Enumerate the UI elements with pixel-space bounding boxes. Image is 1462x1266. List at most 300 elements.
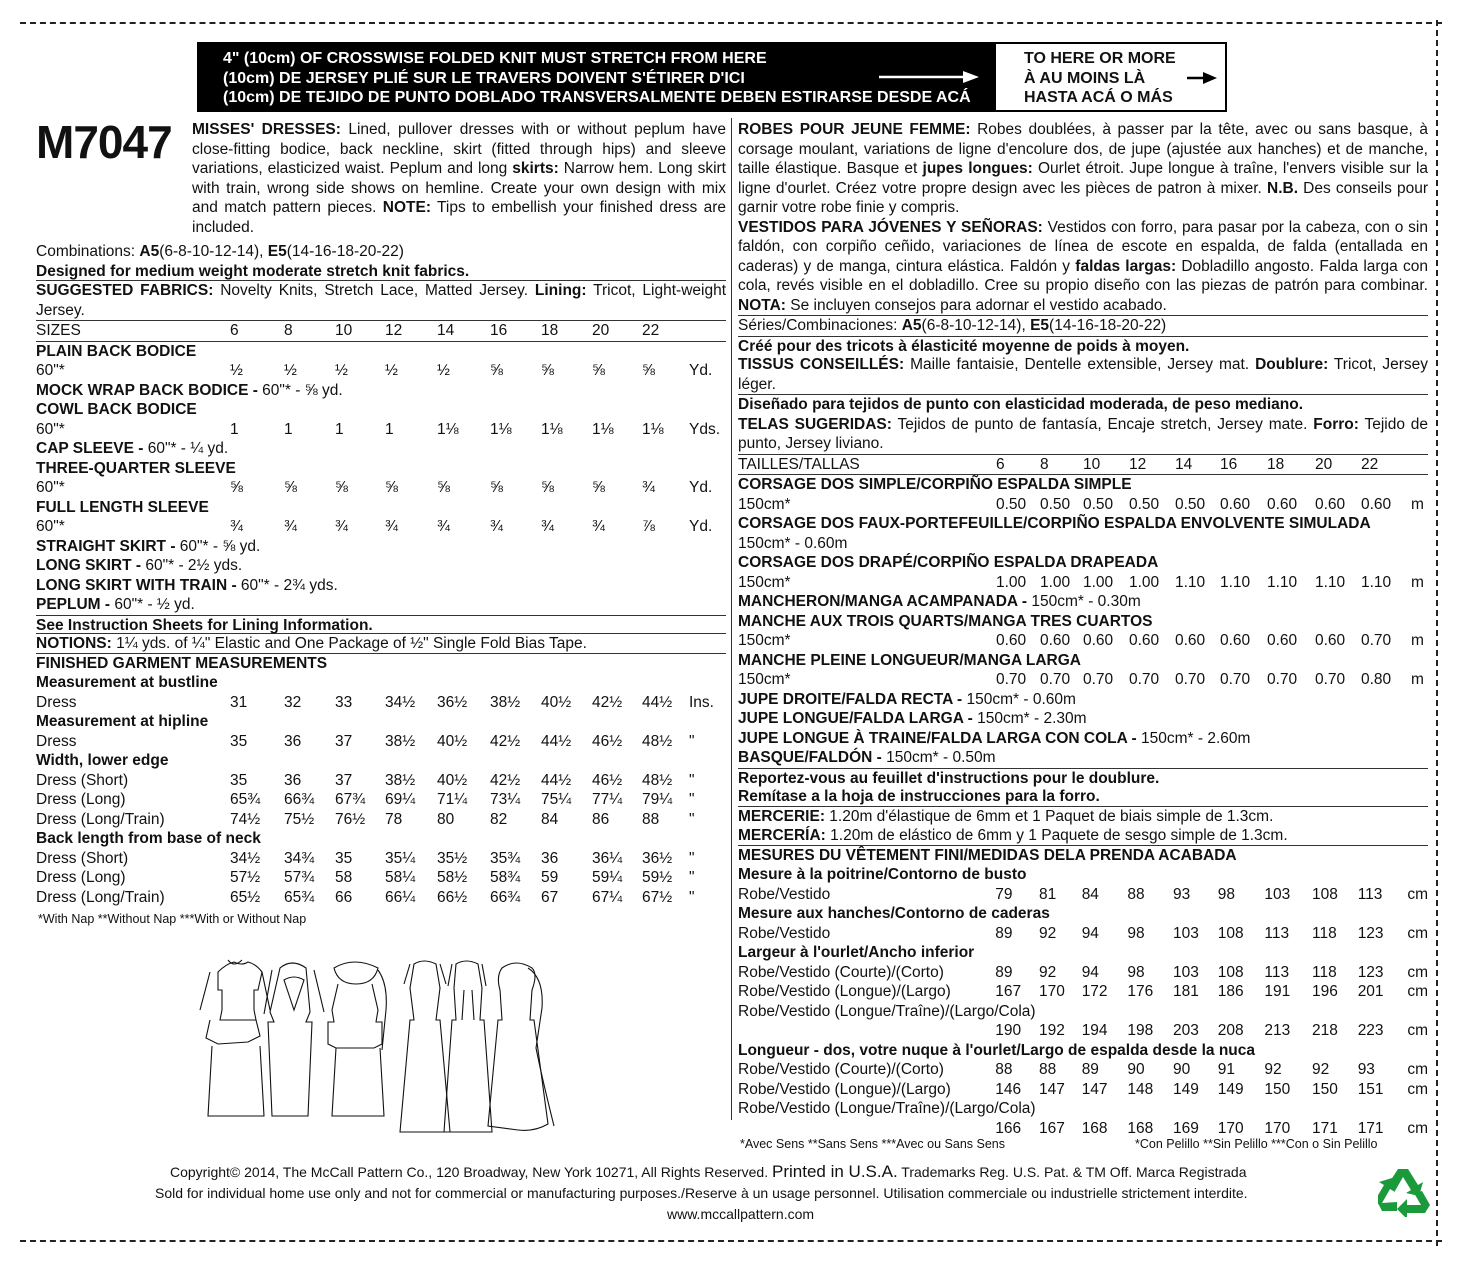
unit-cell: m bbox=[1411, 573, 1424, 591]
description-english bbox=[192, 120, 726, 237]
value-cell: 42½ bbox=[490, 732, 521, 750]
stretch-gauge bbox=[197, 42, 1227, 112]
value-cell: 35½ bbox=[437, 849, 468, 867]
value-cell: 194 bbox=[1081, 1022, 1108, 1039]
value-cell: ¾ bbox=[335, 518, 348, 535]
nap-note: *With Nap **Without Nap ***With or Without Nap bbox=[38, 912, 307, 926]
stretch-to-fr: À AU MOINS LÀ bbox=[1024, 69, 1146, 87]
unit-cell: " bbox=[689, 869, 695, 886]
value-cell: 59¼ bbox=[592, 869, 623, 886]
value-cell: ¾ bbox=[642, 479, 655, 496]
value-cell: 0.60 bbox=[1361, 495, 1392, 513]
text-run: Des conseils pour garnir votre robe finie y compris. bbox=[738, 179, 1428, 216]
unit-cell: cm bbox=[1407, 1119, 1428, 1137]
section-heading: CORSAGE DOS DRAPÉ/CORPIÑO ESPALDA DRAPEADA bbox=[738, 554, 1159, 571]
value-cell: 103 bbox=[1173, 963, 1199, 981]
unit-cell: Yd. bbox=[689, 518, 713, 535]
value-cell: 166 bbox=[995, 1119, 1022, 1137]
value-cell: 34½ bbox=[230, 849, 261, 867]
notions-es: MERCERÍA: 1.20m de elástico de 6mm y 1 Paquete de sesgo simple de 1.3cm. bbox=[738, 826, 1428, 846]
value-cell: 1.10 bbox=[1220, 573, 1251, 591]
dress-short-back bbox=[264, 963, 324, 1116]
value-cell: 0.60 bbox=[1315, 495, 1346, 513]
value-cell: 176 bbox=[1127, 983, 1154, 1000]
value-cell: 213 bbox=[1264, 1022, 1291, 1039]
value-cell: 89 bbox=[995, 963, 1013, 981]
description-spanish bbox=[738, 218, 1428, 317]
unit-cell: cm bbox=[1407, 983, 1428, 1000]
size-label: 8 bbox=[284, 321, 335, 341]
designed-fr: Créé pour des tricots à élasticité moyenne de poids à moyen. bbox=[738, 336, 1428, 356]
unit-cell: cm bbox=[1407, 1061, 1428, 1078]
size-label: 22 bbox=[642, 321, 689, 341]
single-yardage-row: JUPE DROITE/FALDA RECTA - 150cm* - 0.60m bbox=[738, 690, 1076, 708]
size-label: 16 bbox=[490, 321, 541, 341]
value-cell: 40½ bbox=[541, 693, 572, 711]
value-cell: 171 bbox=[1312, 1119, 1338, 1137]
text-run: Doublure: bbox=[1255, 356, 1329, 373]
value-cell: 35 bbox=[230, 771, 248, 789]
value-cell: 123 bbox=[1357, 924, 1384, 942]
text-run: TISSUS CONSEILLÉS: bbox=[738, 356, 905, 373]
copyright-line: Copyright© 2014, The McCall Pattern Co., 120 Broadway, New York 10271, All Rights Reserved. Printed in U.S.A. Trademarks Reg. U.S. Pat. & TM Off. Marca Registrada bbox=[170, 1162, 1247, 1181]
arrow-right-icon bbox=[879, 70, 979, 84]
unit-cell: cm bbox=[1407, 963, 1428, 981]
value-cell: 1.00 bbox=[996, 573, 1027, 591]
single-yardage-row: MOCK WRAP BACK BODICE - 60"* - ⅝ yd. bbox=[36, 381, 343, 399]
text-run: Tricot, Jersey léger. bbox=[738, 356, 1428, 393]
section-heading: Measurement at bustline bbox=[36, 674, 218, 691]
value-row: 60"* ⅝ ⅝ ⅝ ⅝ ⅝ ⅝ ⅝ ⅝ ¾ Yd. bbox=[36, 478, 726, 498]
text-run: Lined, pullover dresses with or without peplum have close-fitting bodice, back neckline, skirt (fitted through hips) and sleeve variations, elasticized waist. Peplum and long bbox=[192, 121, 726, 177]
measurements-table-fr-es bbox=[738, 865, 1428, 1138]
value-cell: 81 bbox=[1038, 885, 1057, 903]
english-column bbox=[36, 242, 726, 907]
unit-cell: " bbox=[689, 771, 695, 789]
value-cell: 36½ bbox=[642, 849, 673, 867]
section-heading: MANCHE PLEINE LONGUEUR/MANGA LARGA bbox=[738, 651, 1082, 669]
value-row: Dress 35 36 37 38½ 40½ 42½ 44½ 46½ 48½ " bbox=[36, 732, 726, 752]
size-label: 6 bbox=[230, 321, 284, 341]
value-cell: 40½ bbox=[437, 771, 468, 789]
value-row: 150cm* 0.50 0.50 0.50 0.50 0.50 0.60 0.60 0.60 0.60 m bbox=[738, 495, 1428, 515]
value-cell: 150 bbox=[1264, 1080, 1291, 1098]
cut-line-right bbox=[1436, 20, 1438, 1246]
value-cell: 90 bbox=[1127, 1061, 1145, 1078]
value-cell: 36½ bbox=[437, 693, 468, 711]
combinations-fr-es: Séries/Combinaciones: A5(6-8-10-12-14), E5(14-16-18-20-22) bbox=[738, 317, 1167, 334]
single-yardage-row: LONG SKIRT WITH TRAIN - 60"* - 2¾ yds. bbox=[36, 576, 338, 594]
value-cell: 0.60 bbox=[1267, 495, 1298, 513]
unit-cell: " bbox=[689, 791, 695, 808]
value-cell: 84 bbox=[1081, 885, 1099, 903]
suggested-fabrics bbox=[36, 281, 726, 321]
section-heading: Back length from base of neck bbox=[36, 830, 261, 847]
value-cell: 48½ bbox=[642, 771, 673, 789]
single-yardage-row: STRAIGHT SKIRT - 60"* - ⅝ yd. bbox=[36, 537, 261, 555]
value-cell: 76½ bbox=[335, 810, 366, 828]
value-cell: 0.50 bbox=[1175, 495, 1206, 513]
value-cell: 44½ bbox=[642, 693, 673, 711]
size-label: 20 bbox=[592, 321, 642, 341]
text-run: Tejido de punto, Jersey liviano. bbox=[738, 415, 1429, 452]
text-run: jupes longues: bbox=[922, 160, 1033, 177]
section-heading: CORSAGE DOS FAUX-PORTEFEUILLE/CORPIÑO ESPALDA ENVOLVENTE SIMULADA bbox=[738, 515, 1371, 532]
label-row: Robe/Vestido (Longue/Traîne)/(Largo/Cola) bbox=[738, 1100, 1036, 1117]
lining-es: Remítase a la hoja de instrucciones para la forro. bbox=[738, 787, 1428, 807]
value-cell: 79 bbox=[995, 885, 1013, 903]
value-cell: 192 bbox=[1038, 1022, 1065, 1039]
value-cell: 191 bbox=[1264, 983, 1291, 1000]
value-cell: ⅝ bbox=[437, 479, 450, 496]
value-cell: 196 bbox=[1312, 983, 1338, 1000]
value-cell: 57½ bbox=[230, 869, 261, 886]
single-yardage-row: MANCHERON/MANGA ACAMPANADA - 150cm* - 0.30m bbox=[738, 593, 1141, 610]
value-cell: 108 bbox=[1217, 963, 1244, 981]
notions-fr: MERCERIE: 1.20m d'élastique de 6mm et 1 Paquet de biais simple de 1.3cm. bbox=[738, 807, 1274, 825]
nap-note-es: *Con Pelillo **Sin Pelillo ***Con o Sin Pelillo bbox=[1135, 1137, 1378, 1151]
value-cell: 44½ bbox=[541, 771, 572, 789]
website-link[interactable]: www.mccallpattern.com bbox=[667, 1206, 815, 1222]
single-yardage-row: PEPLUM - 60"* - ½ yd. bbox=[36, 596, 195, 613]
value-cell: 170 bbox=[1217, 1119, 1244, 1137]
text-run: Maille fantaisie, Dentelle extensible, Jersey mat. bbox=[904, 356, 1256, 373]
value-cell: 79¼ bbox=[642, 791, 673, 808]
value-cell: 1.00 bbox=[1040, 573, 1071, 591]
value-cell: 66¼ bbox=[385, 888, 416, 906]
value-cell: 35 bbox=[230, 732, 248, 750]
value-cell: 1.10 bbox=[1175, 573, 1206, 591]
value-cell: 0.70 bbox=[1083, 671, 1114, 688]
unit-cell: " bbox=[689, 849, 695, 867]
value-cell: 67½ bbox=[642, 888, 673, 906]
value-cell: 58¼ bbox=[385, 869, 416, 886]
size-label: 16 bbox=[1220, 455, 1267, 475]
value-cell: 38½ bbox=[490, 693, 521, 711]
value-cell: 38½ bbox=[385, 732, 416, 750]
value-cell: 78 bbox=[385, 810, 403, 828]
value-row: Dress (Short) 34½ 34¾ 35 35¼ 35½ 35¾ 36 36¼ 36½ " bbox=[36, 849, 726, 869]
value-cell: 148 bbox=[1127, 1080, 1154, 1098]
value-cell: 1 bbox=[385, 420, 394, 438]
value-cell: 169 bbox=[1173, 1119, 1199, 1137]
value-cell: 89 bbox=[995, 924, 1013, 942]
unit-cell: m bbox=[1411, 671, 1424, 688]
text-run: VESTIDOS PARA JÓVENES Y SEÑORAS: bbox=[738, 218, 1043, 236]
value-cell: 201 bbox=[1357, 983, 1384, 1000]
text-run: Tricot, Light-weight Jersey. bbox=[36, 282, 726, 319]
value-cell: 123 bbox=[1357, 963, 1384, 981]
value-cell: 37 bbox=[335, 732, 353, 750]
value-cell: 98 bbox=[1217, 885, 1235, 903]
value-cell: ¾ bbox=[437, 518, 450, 535]
text-run: ROBES POUR JEUNE FEMME: bbox=[738, 121, 971, 138]
value-row: Dress (Long) 65¾ 66¾ 67¾ 69¼ 71¼ 73¼ 75¼ 77¼ 79¼ " bbox=[36, 790, 726, 810]
value-cell: 65¾ bbox=[230, 791, 261, 808]
value-cell: 1⅛ bbox=[541, 420, 563, 438]
unit-cell: cm bbox=[1407, 1080, 1428, 1098]
value-cell: 58 bbox=[335, 869, 353, 886]
value-row: Dress (Short) 35 36 37 38½ 40½ 42½ 44½ 46½ 48½ " bbox=[36, 771, 726, 791]
text-run: faldas largas: bbox=[1075, 257, 1177, 275]
yardage-table bbox=[36, 321, 726, 615]
value-cell: 46½ bbox=[592, 732, 623, 750]
unit-cell: Yd. bbox=[689, 479, 713, 496]
value-cell: 113 bbox=[1357, 885, 1383, 903]
value-cell: 88 bbox=[1038, 1061, 1057, 1078]
value-cell: 113 bbox=[1264, 963, 1290, 981]
stretch-from-es: (10cm) DE TEJIDO DE PUNTO DOBLADO TRANSVERSALMENTE DEBEN ESTIRARSE DESDE ACÁ bbox=[223, 89, 971, 106]
value-cell: 92 bbox=[1038, 963, 1057, 981]
value-cell: ½ bbox=[437, 362, 450, 379]
value-cell: 66½ bbox=[437, 888, 468, 906]
value-cell: 1.10 bbox=[1361, 573, 1392, 591]
stretch-to-es: HASTA ACÁ O MÁS bbox=[1024, 89, 1173, 106]
french-spanish-column bbox=[738, 120, 1428, 1138]
finished-measurements-heading: FINISHED GARMENT MEASUREMENTS bbox=[36, 654, 328, 672]
section-heading: Mesure aux hanches/Contorno de caderas bbox=[738, 905, 1050, 922]
value-cell: 37 bbox=[335, 771, 353, 789]
value-cell: 91 bbox=[1217, 1061, 1235, 1078]
value-cell: ¾ bbox=[385, 518, 398, 535]
value-cell: 88 bbox=[995, 1061, 1013, 1078]
value-cell: 149 bbox=[1173, 1080, 1199, 1098]
value-cell: 223 bbox=[1357, 1022, 1384, 1039]
text-run: skirts: bbox=[512, 160, 559, 177]
value-cell: ⅝ bbox=[541, 362, 554, 379]
dress-cowl bbox=[328, 962, 386, 1116]
value-cell: 168 bbox=[1081, 1119, 1108, 1137]
value-cell: 108 bbox=[1312, 885, 1338, 903]
value-cell: 146 bbox=[995, 1080, 1022, 1098]
value-cell: 0.70 bbox=[996, 671, 1027, 688]
value-cell: ¾ bbox=[490, 518, 503, 535]
section-heading: Width, lower edge bbox=[36, 752, 169, 769]
text-run: Robes doublées, à passer par la tête, avec ou sans basque, à corsage moulant, variations de ligne d'encolure dos, de jupe (ajustée aux hanches) et de manche, taille élastique. Basque et bbox=[738, 121, 1428, 177]
unit-cell: m bbox=[1411, 495, 1424, 513]
lining-fr: Reportez-vous au feuillet d'instructions pour le doublure. bbox=[738, 768, 1428, 788]
value-cell: 172 bbox=[1081, 983, 1108, 1000]
sizes-header: TAILLES/TALLAS 6 8 10 12 14 16 18 20 22 bbox=[738, 455, 1428, 475]
value-cell: 1 bbox=[230, 420, 239, 438]
value-cell: 66¾ bbox=[490, 888, 521, 906]
value-cell: 0.70 bbox=[1315, 671, 1346, 688]
size-label: 22 bbox=[1361, 455, 1411, 475]
stretch-from-fr: (10cm) DE JERSEY PLIÉ SUR LE TRAVERS DOIVENT S'ÉTIRER D'ICI bbox=[223, 69, 745, 87]
value-cell: ¾ bbox=[592, 518, 605, 535]
size-label: 20 bbox=[1315, 455, 1361, 475]
value-row: 60"* ¾ ¾ ¾ ¾ ¾ ¾ ¾ ¾ ⅞ Yd. bbox=[36, 517, 726, 537]
value-cell: 168 bbox=[1127, 1119, 1154, 1137]
fabrics-fr bbox=[738, 355, 1428, 395]
pattern-number: M7047 bbox=[36, 116, 172, 168]
value-cell: 118 bbox=[1312, 963, 1337, 981]
value-cell: 218 bbox=[1312, 1022, 1338, 1039]
nap-note-fr: *Avec Sens **Sans Sens ***Avec ou Sans Sens bbox=[740, 1137, 1005, 1151]
value-cell: 58¾ bbox=[490, 869, 521, 886]
value-cell: 0.50 bbox=[1040, 495, 1071, 513]
finished-measurements-heading-fr-es: MESURES DU VÊTEMENT FINI/MEDIDAS DELA PRENDA ACABADA bbox=[738, 846, 1237, 864]
value-cell: 94 bbox=[1081, 963, 1099, 981]
value-cell: 42½ bbox=[592, 693, 623, 711]
value-cell: 36¼ bbox=[592, 849, 623, 867]
value-cell: 170 bbox=[1264, 1119, 1291, 1137]
notions: NOTIONS: 1¼ yds. of ¼" Elastic and One Package of ½" Single Fold Bias Tape. bbox=[36, 634, 726, 654]
value-cell: 0.60 bbox=[1083, 632, 1114, 649]
value-row: Dress (Long) 57½ 57¾ 58 58¼ 58½ 58¾ 59 59¼ 59½ " bbox=[36, 868, 726, 888]
value-cell: 66¾ bbox=[284, 791, 315, 808]
value-cell: 58½ bbox=[437, 869, 468, 886]
dress-long-front bbox=[400, 961, 450, 1132]
text-run: Se incluyen consejos para adornar el vestido acabado. bbox=[785, 296, 1167, 314]
measurements-table bbox=[36, 673, 726, 907]
value-cell: 151 bbox=[1357, 1080, 1384, 1098]
value-cell: 170 bbox=[1038, 983, 1065, 1000]
value-cell: 0.70 bbox=[1267, 671, 1298, 688]
section-heading: CORSAGE DOS SIMPLE/CORPIÑO ESPALDA SIMPLE bbox=[738, 476, 1132, 493]
size-label: 14 bbox=[1175, 455, 1220, 475]
value-cell: ⅝ bbox=[230, 479, 243, 496]
value-cell: 0.50 bbox=[996, 495, 1027, 513]
value-cell: 147 bbox=[1081, 1080, 1108, 1098]
value-cell: ¾ bbox=[284, 518, 297, 535]
value-cell: ½ bbox=[385, 362, 398, 379]
value-cell: 108 bbox=[1217, 924, 1244, 942]
value-cell: 93 bbox=[1357, 1061, 1375, 1078]
size-label: 6 bbox=[996, 455, 1040, 475]
stretch-gauge-to bbox=[996, 44, 1225, 110]
value-cell: 35¾ bbox=[490, 849, 521, 867]
value-cell: 0.50 bbox=[1129, 495, 1160, 513]
value-cell: 1.00 bbox=[1129, 573, 1160, 591]
value-row: 60"* ½ ½ ½ ½ ½ ⅝ ⅝ ⅝ ⅝ Yd. bbox=[36, 361, 726, 381]
value-cell: 0.60 bbox=[1220, 632, 1251, 649]
text-run: N.B. bbox=[1267, 179, 1298, 197]
value-cell: 33 bbox=[335, 693, 353, 711]
value-cell: 103 bbox=[1173, 924, 1199, 942]
value-cell: 1 bbox=[335, 420, 344, 438]
value-cell: 32 bbox=[284, 693, 302, 711]
designed-es: Diseñado para tejidos de punto con elasticidad moderada, de peso mediano. bbox=[738, 396, 1304, 413]
value-cell: 1⅛ bbox=[490, 420, 512, 438]
value-cell: 167 bbox=[995, 983, 1022, 1000]
value-cell: 98 bbox=[1127, 924, 1145, 942]
value-cell: 1.00 bbox=[1083, 573, 1114, 591]
value-cell: 1.10 bbox=[1315, 573, 1346, 591]
text-run: Ourlet étroit. Jupe longue à traîne, l'envers visible sur la ligne d'ourlet. Créez votre propre design avec les pièces de patron à mixer. bbox=[738, 160, 1429, 197]
section-heading: FULL LENGTH SLEEVE bbox=[36, 498, 209, 516]
value-cell: 80 bbox=[437, 810, 455, 828]
text-run: Forro: bbox=[1313, 415, 1359, 433]
value-cell: 1⅛ bbox=[642, 420, 664, 438]
value-cell: 77¼ bbox=[592, 791, 623, 808]
value-cell: ⅝ bbox=[335, 479, 348, 496]
value-cell: 1⅛ bbox=[437, 420, 459, 438]
stretch-gauge-from bbox=[199, 44, 996, 110]
dress-long-back bbox=[444, 961, 492, 1132]
text-run: MISSES' DRESSES: bbox=[192, 121, 341, 138]
value-cell: 208 bbox=[1217, 1022, 1244, 1039]
section-heading: THREE-QUARTER SLEEVE bbox=[36, 459, 236, 477]
value-cell: 190 bbox=[995, 1022, 1022, 1039]
unit-cell: " bbox=[689, 810, 695, 828]
value-cell: ⅝ bbox=[490, 479, 503, 496]
value-cell: 59½ bbox=[642, 869, 673, 886]
value-cell: 0.60 bbox=[1175, 632, 1206, 649]
value-row: Robe/Vestido (Courte)/(Corto) 89 92 94 98 103 108 113 118 123 cm bbox=[738, 963, 1428, 981]
cut-line-top bbox=[20, 22, 1442, 24]
arrow-right-icon bbox=[1187, 71, 1217, 85]
size-label: 18 bbox=[541, 321, 592, 341]
text-run: NOTA: bbox=[738, 296, 786, 314]
single-yardage-row: CAP SLEEVE - 60"* - ¼ yd. bbox=[36, 440, 229, 457]
value-cell: 36 bbox=[284, 732, 302, 750]
value-cell: 89 bbox=[1081, 1061, 1099, 1078]
value-cell: 1.10 bbox=[1267, 573, 1298, 591]
value-cell: 103 bbox=[1264, 885, 1291, 903]
value-row: Dress 31 32 33 34½ 36½ 38½ 40½ 42½ 44½ Ins. bbox=[36, 693, 726, 713]
value-cell: 34¾ bbox=[284, 849, 315, 867]
text-run: NOTE: bbox=[382, 199, 431, 216]
value-cell: 59 bbox=[541, 869, 559, 886]
value-cell: 31 bbox=[230, 693, 248, 711]
value-row: Dress (Long/Train) 74½ 75½ 76½ 78 80 82 84 86 88 " bbox=[36, 810, 726, 830]
text-run: Tejidos de punto de fantasía, Encaje stretch, Jersey mate. bbox=[891, 415, 1314, 433]
value-row: 150cm* 0.70 0.70 0.70 0.70 0.70 0.70 0.70 0.70 0.80 m bbox=[738, 670, 1428, 690]
value-row: Robe/Vestido 89 92 94 98 103 108 113 118 123 cm bbox=[738, 924, 1428, 942]
value-cell: 0.70 bbox=[1129, 671, 1160, 688]
column-divider bbox=[731, 118, 732, 1120]
value-cell: 1⅛ bbox=[592, 420, 614, 438]
value-cell: 86 bbox=[592, 810, 610, 828]
description-french bbox=[738, 120, 1428, 218]
unit-cell: cm bbox=[1407, 1022, 1428, 1039]
value-cell: ⅝ bbox=[284, 479, 297, 496]
value-cell: 74½ bbox=[230, 810, 261, 828]
value-row: Robe/Vestido (Longue)/(Largo) 146 147 147 148 149 149 150 150 151 cm bbox=[738, 1080, 1428, 1098]
disclaimer: Sold for individual home use only and not for commercial or manufacturing purposes./Reserve à un usage personnel. Utilisation commerciale ou industrielle strictement interdite. bbox=[155, 1185, 1248, 1201]
value-cell: ½ bbox=[335, 362, 348, 379]
value-cell: 0.50 bbox=[1083, 495, 1114, 513]
value-cell: ½ bbox=[284, 362, 297, 379]
value-cell: 73¼ bbox=[490, 791, 521, 808]
single-yardage-row: LONG SKIRT - 60"* - 2½ yds. bbox=[36, 557, 243, 574]
value-cell: 98 bbox=[1127, 963, 1145, 981]
value-cell: 1 bbox=[284, 420, 293, 438]
value-cell: ⅝ bbox=[592, 362, 605, 379]
unit-cell: m bbox=[1411, 632, 1424, 649]
value-cell: 48½ bbox=[642, 732, 673, 750]
value-row: 150cm* 1.00 1.00 1.00 1.00 1.10 1.10 1.10 1.10 1.10 m bbox=[738, 573, 1428, 593]
value-cell: 71¼ bbox=[437, 791, 468, 808]
value-row: 60"* 1 1 1 1 1⅛ 1⅛ 1⅛ 1⅛ 1⅛ Yds. bbox=[36, 420, 726, 440]
recycle-icon bbox=[1378, 1165, 1434, 1217]
value-row: Robe/Vestido (Longue)/(Largo) 167 170 172 176 181 186 191 196 201 cm bbox=[738, 983, 1428, 1000]
text-run: TELAS SUGERIDAS: bbox=[738, 415, 892, 433]
single-yardage-row: BASQUE/FALDÓN - 150cm* - 0.50m bbox=[738, 749, 996, 766]
section-heading: COWL BACK BODICE bbox=[36, 401, 197, 418]
dress-short-front bbox=[200, 960, 270, 1116]
value-cell: 88 bbox=[1127, 885, 1145, 903]
single-yardage-row: JUPE LONGUE/FALDA LARGA - 150cm* - 2.30m bbox=[738, 710, 1087, 727]
value-cell: 0.60 bbox=[996, 632, 1027, 649]
dress-long-train bbox=[488, 963, 554, 1130]
value-cell: ¾ bbox=[541, 518, 554, 535]
section-heading: MANCHE AUX TROIS QUARTS/MANGA TRES CUARTOS bbox=[738, 612, 1153, 630]
dress-line-drawings bbox=[188, 950, 560, 1140]
value-cell: 67¼ bbox=[592, 888, 623, 906]
section-heading: Largeur à l'ourlet/Ancho inferior bbox=[738, 944, 975, 961]
